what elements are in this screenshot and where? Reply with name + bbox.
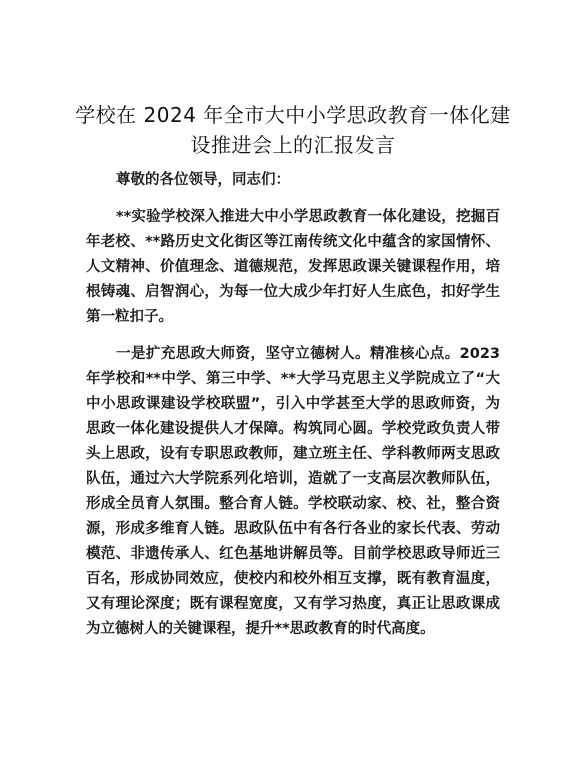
paragraph-intro: **实验学校深入推进大中小学思政教育一体化建设，挖掘百年老校、**路历史文化街区等江南传统文化中蕴含的家国情怀、人文精神、价值理念、道德规范，发挥思政课关键课程作用，培根铸魂、启智润心，为每一位大成少年打好人生底色，扣好学生第一粒扣子。: [86, 209, 500, 325]
salutation: 尊敬的各位领导，同志们：: [116, 172, 290, 188]
document-title: 学校在 2024 年全市大中小学思政教育一体化建设推进会上的汇报发言: [75, 103, 511, 157]
paragraph-point-one: 一是扩充思政大师资，坚守立德树人。精准核心点。2023年学校和**中学、第三中学、**大学马克思主义学院成立了“大中小思政课建设学校联盟”，引入中学甚至大学的思政师资，为思政一体化建设提供人才保障。构筑同心圆。学校党政负责人带头上思政，设有专职思政教师，建立班主任、学科教师两支思政队伍，通过六大学院系列化培训，造就了一支高层次教师队伍，形成全员育人氛围。整合育人链。学校联动家、校、社，整合资源，形成多维育人链。思政队伍中有各行各业的家长代表、劳动模范、非遗传承人、红色基地讲解员等。目前学校思政导师近三百名，形成协同效应，使校内和校外相互支撑，既有教育温度，又有理论深度；既有课程宽度，又有学习热度，真正让思政课成为立德树人的关键课程，提升**思政教育的时代高度。: [86, 346, 500, 637]
document-body: [86, 168, 500, 654]
